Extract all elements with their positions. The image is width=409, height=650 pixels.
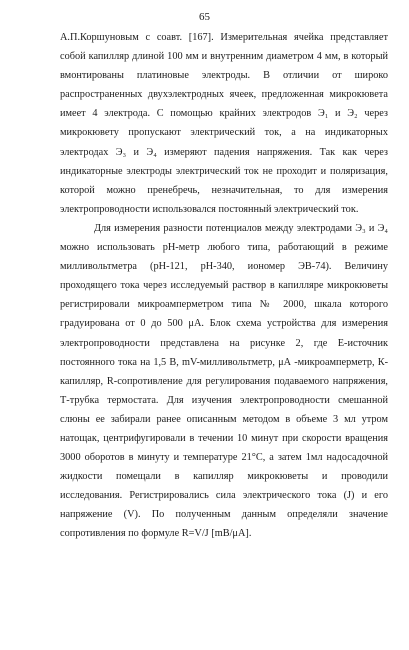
text-line: регистрировали микроамперметром типа № 2000, шкала которого (60, 299, 388, 311)
text-line: распространенных двухэлектродных ячеек, предложенная микрокювета (60, 89, 388, 101)
text-line: напряжение (V). По полученным данным определяли значение (60, 509, 388, 521)
paragraph-2 (60, 219, 388, 544)
text-line: электродах Э₃ и Э₄ измеряют падения напряжения. Так как через (60, 146, 388, 158)
text-line: собой капилляр длиной 100 мм и внутренним диаметром 4 мм, в который (60, 51, 388, 63)
text-line: милливольтметра (рН-121, рН-340, иономер ЭВ-74). Величину (60, 261, 388, 273)
text-line: исследования. Регистрировались сила электрического тока (J) и его (60, 490, 388, 502)
text-line: натощак, центрифугировали в течении 10 минут при скорости вращения (60, 432, 388, 444)
text-line: можно использовать рН-метр любого типа, работающий в режиме (60, 242, 388, 254)
text-line: вмонтированы платиновые электроды. В отличии от широко (60, 70, 388, 82)
text-line: слюны ее забирали ранее описанным методом в объеме 3 мл утром (60, 413, 388, 425)
text-line: которой можно пренебречь, незначительная, то для измерения (60, 184, 388, 196)
text-line: А.П.Коршуновым с соавт. [167]. Измерительная ячейка представляет (60, 32, 388, 43)
text-line: Для измерения разности потенциалов между электродами Э₃ и Э₄ (94, 222, 388, 234)
text-line: микрокювету пропускают электрический ток, а на индикаторных (60, 127, 388, 139)
paragraph-1 (60, 28, 388, 219)
body-text (60, 28, 388, 544)
text-line: жидкости помещали в капилляр микрокюветы и проводили (60, 471, 388, 483)
text-line: градуирована от 0 до 500 μА. Блок схема устройства для измерения (60, 318, 388, 330)
text-line: проходящего тока через исследуемый раствор в капилляре микрокюветы (60, 280, 388, 292)
page-number: 65 (199, 11, 210, 23)
text-line: капилляр, R-сопротивление для регулирования подаваемого напряжения, (60, 375, 388, 387)
text-line: сопротивления по формуле R=V/J [mB/μA]. (60, 528, 252, 540)
text-line: имеет 4 электрода. С помощью крайних электродов Э₁ и Э₂ через (60, 108, 388, 120)
text-line: постоянного тока на 1,5 В, mV-милливольтметр, μА -микроамперметр, К- (60, 356, 388, 368)
text-line: индикаторные электроды электрический ток не проходит и поляризация, (60, 165, 388, 177)
text-line: электропроводности использовался постоянный электрический ток. (60, 203, 359, 215)
text-line: электропроводности представлена на рисунке 2, где Е-источник (60, 337, 388, 349)
text-line: Т-трубка термостата. Для изучения электропроводности смешанной (60, 394, 388, 406)
text-line: 3000 оборотов в минуту и температуре 21°С, а затем 1мл надосадочной (60, 452, 388, 464)
